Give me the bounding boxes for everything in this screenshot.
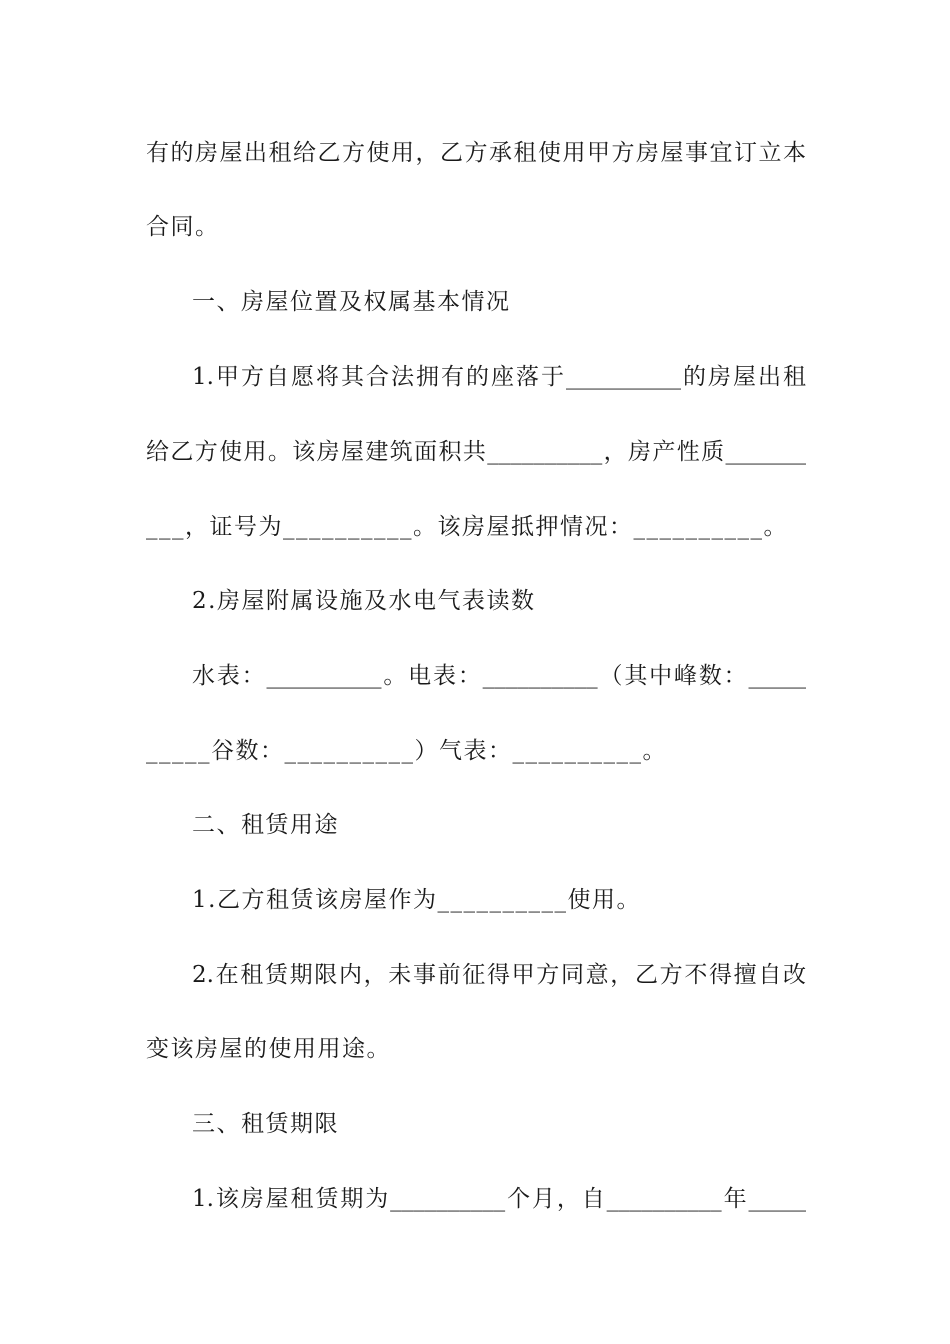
paragraph-line: 1.该房屋租赁期为__________个月，自__________年_____ xyxy=(192,1186,806,1212)
paragraph-line: _____谷数：__________）气表：__________。 xyxy=(146,738,667,764)
paragraph-line: 1.乙方租赁该房屋作为__________使用。 xyxy=(192,887,641,913)
section-heading: 三、租赁期限 xyxy=(192,1111,339,1137)
section-heading: 二、租赁用途 xyxy=(192,812,339,838)
subsection-heading: 2.房屋附属设施及水电气表读数 xyxy=(192,588,536,614)
paragraph-line: 给乙方使用。该房屋建筑面积共__________，房产性质_______ xyxy=(146,439,806,465)
section-heading: 一、房屋位置及权属基本情况 xyxy=(192,289,511,315)
paragraph-line: 合同。 xyxy=(146,214,220,240)
paragraph-line: 水表：__________。电表：__________（其中峰数：_____ xyxy=(192,663,806,689)
paragraph-line: 2.在租赁期限内，未事前征得甲方同意，乙方不得擅自改 xyxy=(192,962,806,988)
paragraph-line: 1.甲方自愿将其合法拥有的座落于__________的房屋出租 xyxy=(192,364,806,390)
paragraph-line: 变该房屋的使用用途。 xyxy=(146,1036,391,1062)
paragraph-line: ___，证号为__________。该房屋抵押情况：__________。 xyxy=(146,514,788,540)
paragraph-line: 有的房屋出租给乙方使用，乙方承租使用甲方房屋事宜订立本 xyxy=(146,140,806,166)
